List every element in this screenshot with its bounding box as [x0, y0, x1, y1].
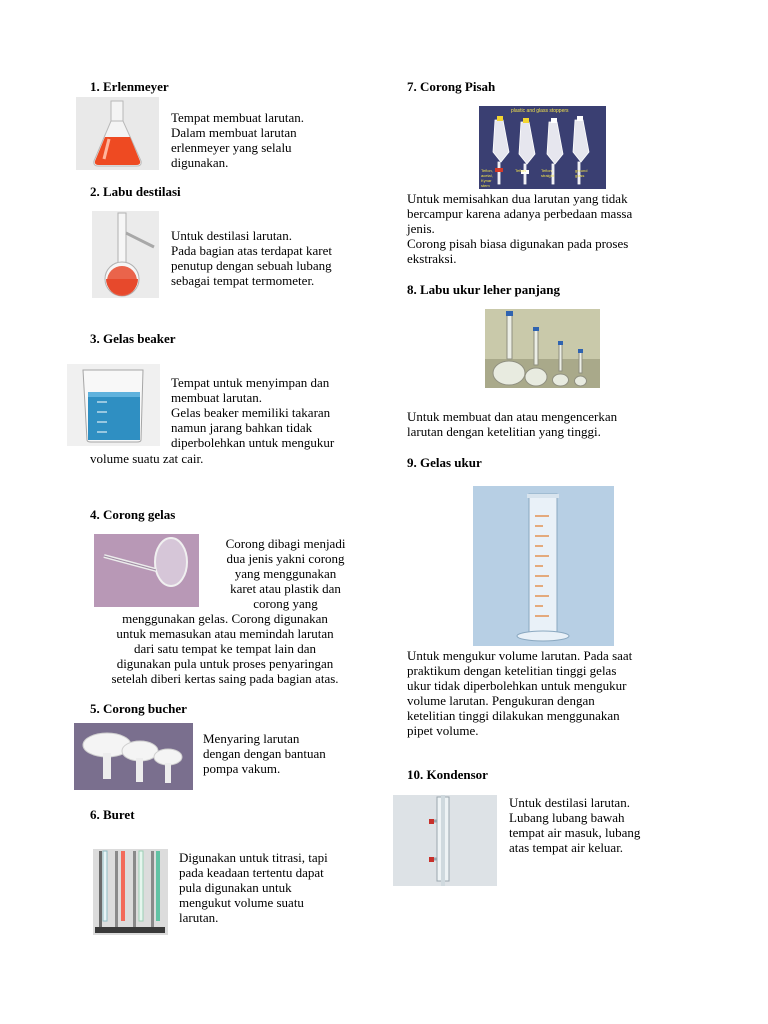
buchner-funnel-icon: [74, 723, 193, 790]
item-5-title: 5. Corong bucher: [90, 701, 187, 716]
erlenmeyer-flask-icon: [76, 97, 159, 170]
item-7-description: Untuk memisahkan dua larutan yang tidak bercampur karena adanya perbedaan massa jenis. Corong pisah biasa digunakan pada proses ekstraksi.: [407, 191, 633, 266]
item-6-description: Digunakan untuk titrasi, tapi pada keadaan tertentu dapat pula digunakan untuk mengukut volume suatu larutan.: [179, 850, 328, 925]
item-4-description: Corong dibagi menjadi dua jenis yakni corong yang menggunakan karet atau plastik dan corong yang: [225, 536, 346, 611]
item-3-title: 3. Gelas beaker: [90, 331, 176, 346]
burette-icon: [93, 849, 168, 935]
item-7-title: 7. Corong Pisah: [407, 79, 496, 94]
item-10-description: Untuk destilasi larutan. Lubang lubang bawah tempat air masuk, lubang atas tempat air keluar.: [509, 795, 641, 855]
item-5-description: Menyaring larutan dengan dengan bantuan pompa vakum.: [203, 731, 326, 776]
item-9-title: 9. Gelas ukur: [407, 455, 482, 470]
separatory-image-label-2: Teflon: [515, 168, 526, 173]
volumetric-flask-icon: [485, 309, 600, 388]
item-1-title: 1. Erlenmeyer: [90, 79, 169, 94]
item-6-title: 6. Buret: [90, 807, 135, 822]
glass-funnel-icon: [94, 534, 199, 607]
item-2-title: 2. Labu destilasi: [90, 184, 181, 199]
item-8-description: Untuk membuat dan atau mengencerkan larutan dengan ketelitian yang tinggi.: [407, 409, 618, 439]
graduated-cylinder-icon: [473, 486, 614, 646]
item-1-description: Tempat membuat larutan. Dalam membuat larutan erlenmeyer yang selalu digunakan.: [171, 110, 305, 170]
beaker-icon: [67, 364, 160, 446]
separatory-funnel-icon: [479, 106, 606, 189]
separatory-image-header: plastic and glass stoppers: [511, 108, 569, 114]
item-3-description: Tempat untuk menyimpan dan membuat larutan. Gelas beaker memiliki takaran namun jarang bahkan tidak diperbolehkan untuk mengukur: [171, 375, 335, 450]
item-3-description-tail: volume suatu zat cair.: [90, 451, 204, 466]
separatory-image-label-1: Teflon, acetal, Kynar stem: [481, 168, 493, 188]
item-4-title: 4. Corong gelas: [90, 507, 176, 522]
item-2-description: Untuk destilasi larutan. Pada bagian atas terdapat karet penutup dengan sebuah lubang sebagai tempat termometer.: [171, 228, 332, 288]
separatory-image-label-4: ground glass: [575, 168, 588, 178]
item-8-title: 8. Labu ukur leher panjang: [407, 282, 561, 297]
condenser-icon: [393, 795, 497, 886]
separatory-image-label-3: Teflon, straight: [541, 168, 555, 178]
item-4-description-tail: menggunakan gelas. Corong digunakan untuk memasukan atau memindah larutan dari satu tempat ke tempat lain dan digunakan pula untuk proses penyaringan setelah diberi kertas saing pada bagian atas.: [111, 611, 339, 686]
item-9-description: Untuk mengukur volume larutan. Pada saat praktikum dengan ketelitian tinggi gelas ukur tidak diperbolehkan untuk mengukur volume larutan. Pengukuran dengan ketelitian tinggi dilakukan menggunakan pipet volume.: [407, 648, 633, 738]
distillation-flask-icon: [92, 211, 159, 298]
item-10-title: 10. Kondensor: [407, 767, 488, 782]
